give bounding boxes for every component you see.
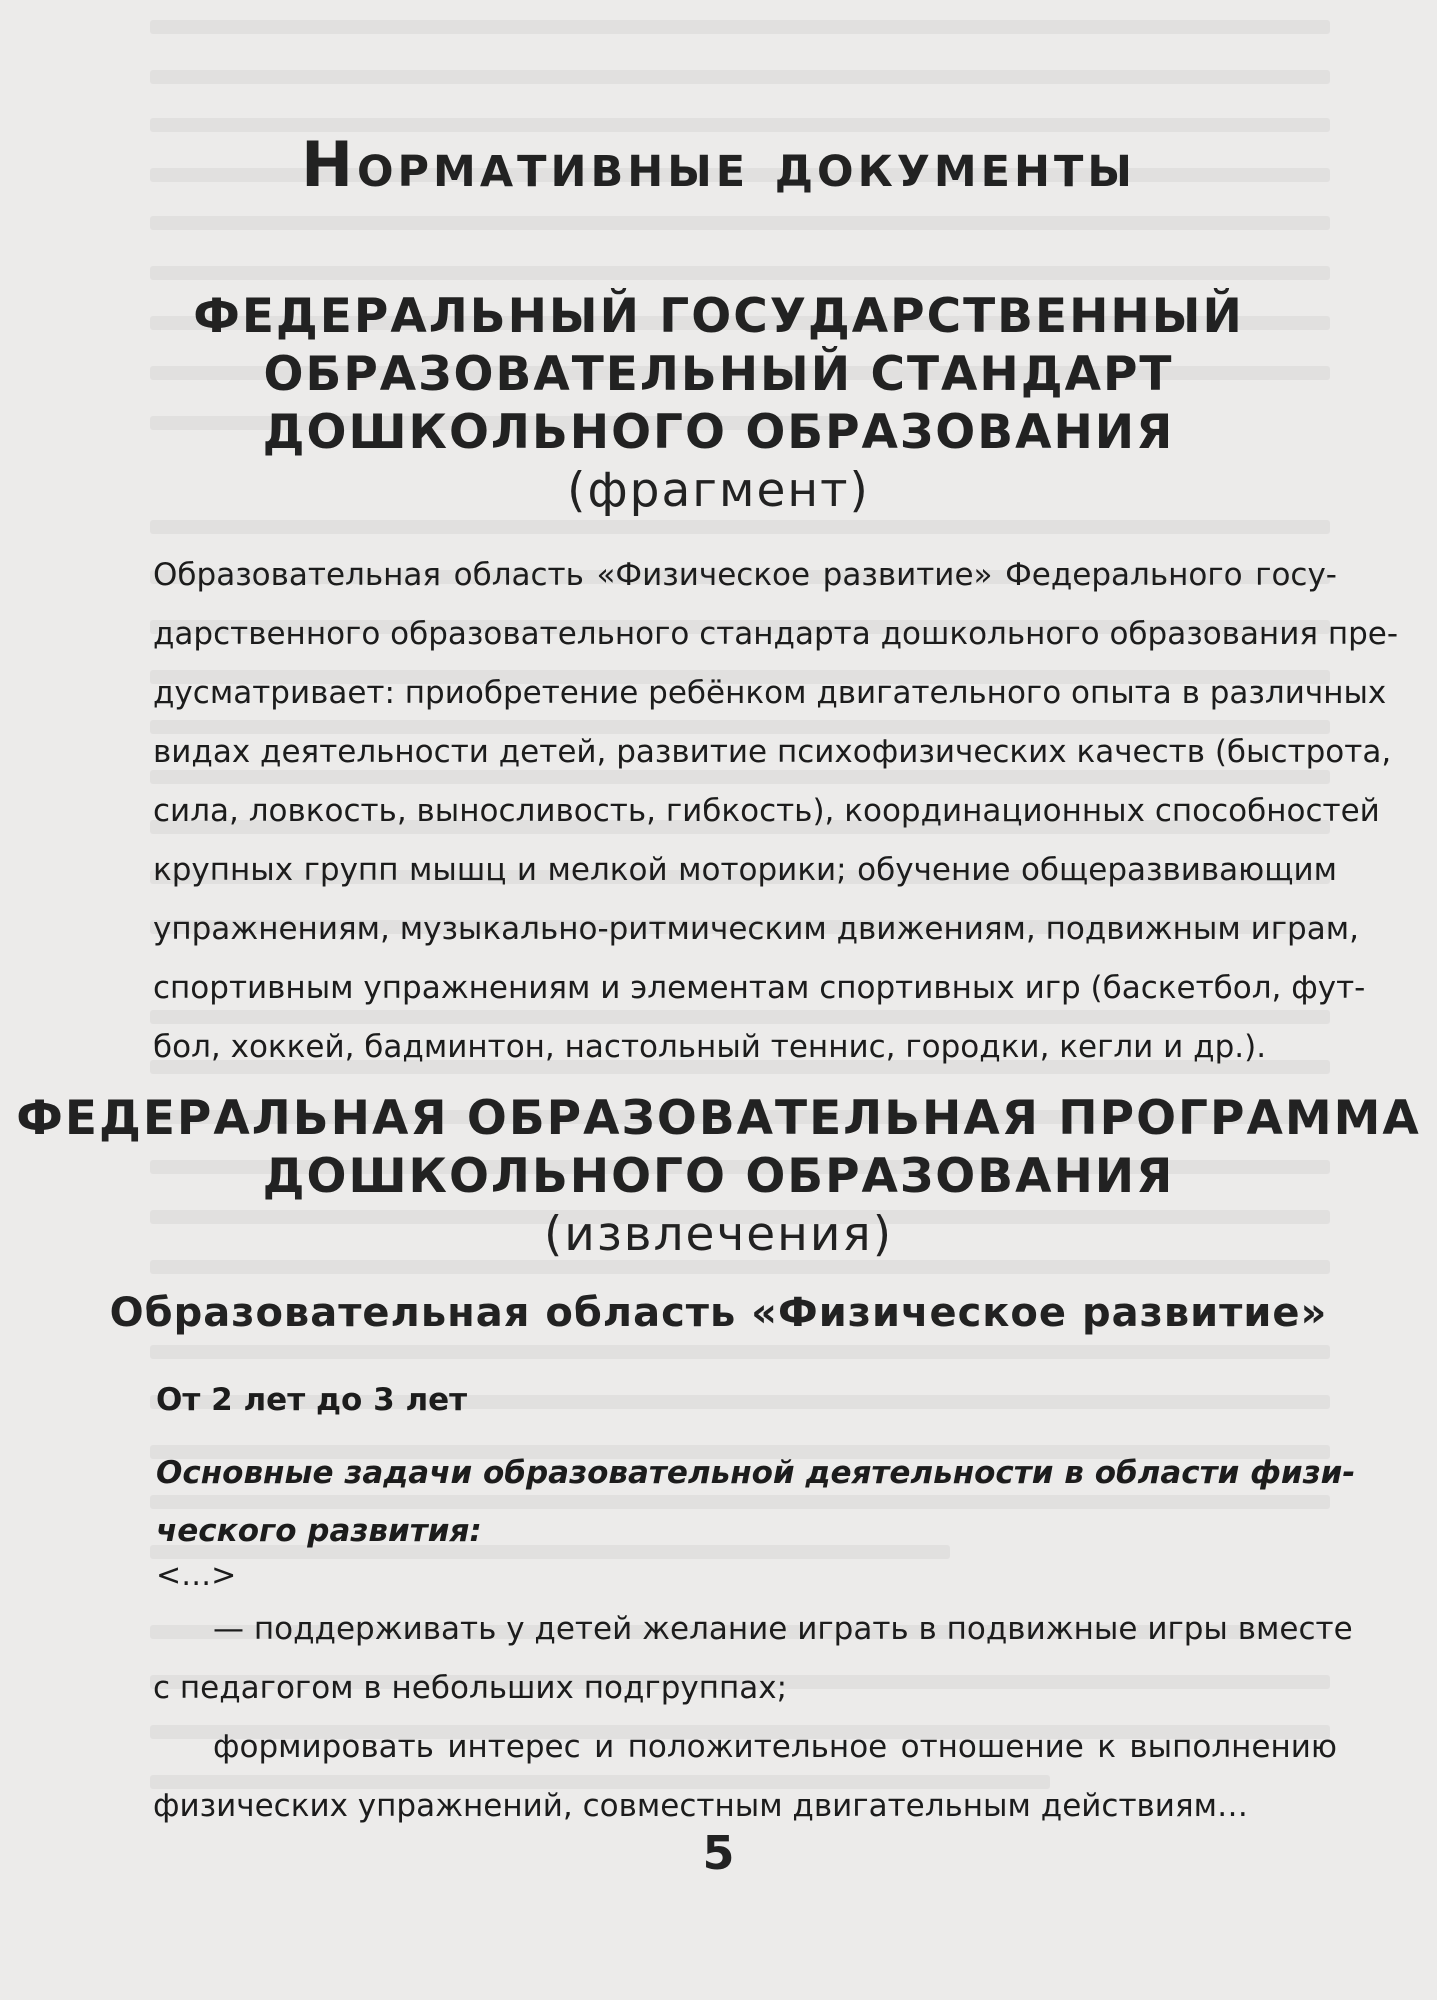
paragraph-line: спортивным упражнениям и элементам спортивных игр (баскетбол, фут- [153, 970, 1366, 1006]
section-title: Образовательная область «Физическое развитие» [109, 1290, 1328, 1336]
fop-heading-line: ФЕДЕРАЛЬНАЯ ОБРАЗОВАТЕЛЬНАЯ ПРОГРАММА [16, 1091, 1421, 1146]
paragraph-line: видах деятельности детей, развитие психофизических качеств (быстрота, [153, 734, 1392, 770]
page-number: 5 [702, 1826, 735, 1880]
age-heading: От 2 лет до 3 лет [156, 1382, 468, 1418]
task-list [153, 1600, 1353, 1836]
paragraph-line: дусматривает: приобретение ребёнком двигательного опыта в различных [153, 675, 1387, 711]
paragraph-line: упражнениям, музыкально-ритмическим движениям, подвижным играм, [153, 911, 1359, 947]
fgos-heading [0, 288, 1437, 520]
paragraph-line: дарственного образовательного стандарта дошкольного образования пре- [153, 616, 1399, 652]
tasks-heading [156, 1444, 1356, 1560]
fgos-paragraph [153, 546, 1399, 1077]
paragraph-line: крупных групп мышц и мелкой моторики; обучение общеразвивающим [153, 852, 1337, 888]
omission-mark: <…> [156, 1558, 237, 1593]
task-line: — поддерживать у детей желание играть в подвижные игры вместе [213, 1611, 1353, 1647]
fgos-heading-line: ДОШКОЛЬНОГО ОБРАЗОВАНИЯ [262, 405, 1175, 460]
fgos-heading-line: ФЕДЕРАЛЬНЫЙ ГОСУДАРСТВЕННЫЙ [193, 289, 1244, 344]
fop-heading-line: ДОШКОЛЬНОГО ОБРАЗОВАНИЯ [262, 1149, 1175, 1204]
fop-heading-note: (извлечения) [543, 1207, 894, 1262]
task-line: с педагогом в небольших подгруппах; [153, 1670, 788, 1706]
tasks-heading-line: ческого развития: [156, 1513, 482, 1549]
main-title: Нормативные документы [301, 128, 1136, 201]
paragraph-line: сила, ловкость, выносливость, гибкость), координационных способностей [153, 793, 1380, 829]
fgos-heading-line: ОБРАЗОВАТЕЛЬНЫЙ СТАНДАРТ [263, 347, 1174, 402]
paragraph-line: бол, хоккей, бадминтон, настольный теннис, городки, кегли и др.). [153, 1029, 1267, 1065]
fop-heading [0, 1090, 1437, 1264]
tasks-heading-line: Основные задачи образовательной деятельности в области физи- [156, 1455, 1356, 1491]
fgos-heading-note: (фрагмент) [567, 463, 870, 518]
paragraph-line: Образовательная область «Физическое развитие» Федерального госу- [153, 557, 1337, 593]
task-line: формировать интерес и положительное отношение к выполнению [213, 1729, 1337, 1765]
task-line: физических упражнений, совместным двигательным действиям… [153, 1788, 1248, 1824]
